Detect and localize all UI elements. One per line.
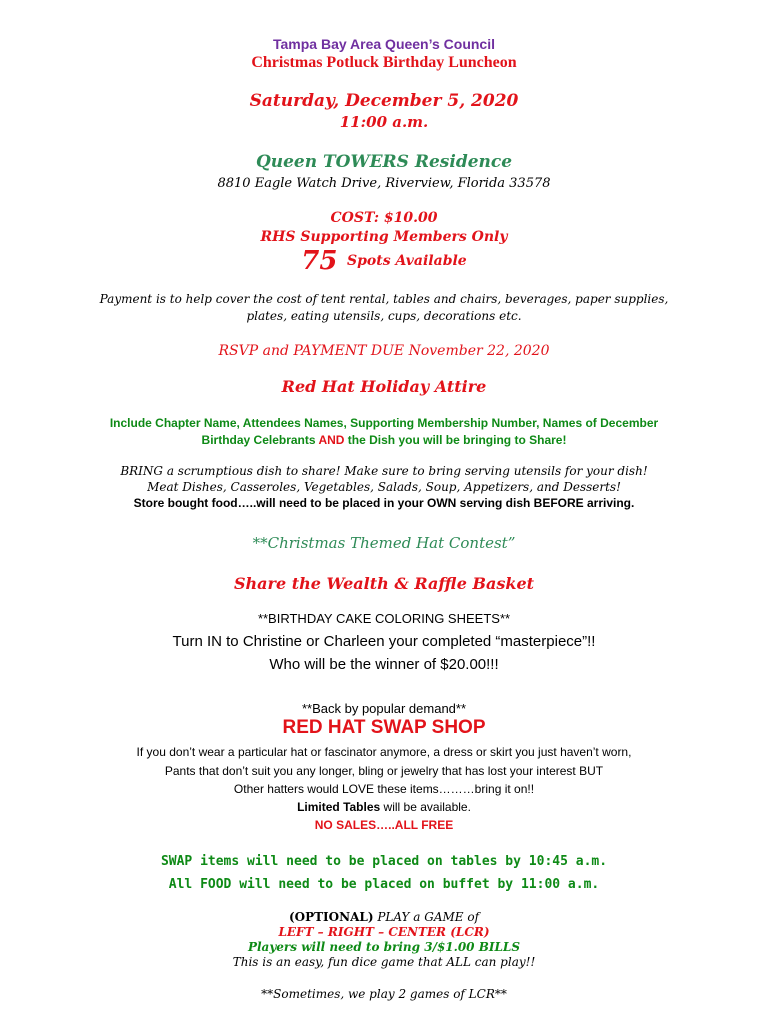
coloring-line-1: Turn IN to Christine or Charleen your completed “masterpiece”!! [172, 633, 596, 650]
event-date: Saturday, December 5, 2020 [249, 91, 519, 111]
cost-price: COST: $10.00 [330, 210, 438, 226]
swap-intro: **Back by popular demand** [301, 701, 467, 716]
event-time: 11:00 a.m. [339, 113, 429, 131]
event-title: Christmas Potluck Birthday Luncheon [251, 54, 517, 71]
spots-label: Spots Available [347, 253, 467, 269]
swap-tables [0, 800, 768, 814]
game-bills: Players will need to bring 3/$1.00 BILLS [247, 940, 521, 954]
coloring-title: **BIRTHDAY CAKE COLORING SHEETS** [257, 611, 511, 626]
swap-tables-rest: will be available. [380, 800, 471, 814]
payment-line-2: plates, eating utensils, cups, decorations etc. [246, 309, 522, 323]
include-text-a: Birthday Celebrants [201, 433, 319, 447]
game-note: **Sometimes, we play 2 games of LCR** [261, 987, 507, 1001]
game-description: This is an easy, fun dice game that ALL can play!! [232, 955, 536, 969]
bring-line-3: Store bought food…..will need to be placed in your OWN serving dish BEFORE arriving. [133, 496, 635, 510]
swap-line-1: If you don’t wear a particular hat or fascinator anymore, a dress or skirt you just haven’t worn, [136, 745, 632, 759]
game-name: LEFT – RIGHT – CENTER (LCR) [278, 925, 490, 939]
coloring-line-2: Who will be the winner of $20.00!!! [269, 656, 499, 673]
raffle-heading: Share the Wealth & Raffle Basket [233, 574, 535, 593]
rsvp-deadline: RSVP and PAYMENT DUE November 22, 2020 [218, 343, 550, 359]
swap-deadline: SWAP items will need to be placed on tables by 10:45 a.m. [160, 854, 608, 869]
include-text-b: the Dish you will be bringing to Share! [344, 433, 567, 447]
swap-line-3: Other hatters would LOVE these items………bring it on!! [233, 782, 535, 796]
bring-line-1: BRING a scrumptious dish to share! Make sure to bring serving utensils for your dish! [120, 464, 648, 478]
bring-line-2: Meat Dishes, Casseroles, Vegetables, Salads, Soup, Appetizers, and Desserts! [147, 480, 621, 494]
game-intro [0, 910, 768, 924]
game-play: PLAY a GAME of [373, 910, 480, 924]
no-sales: NO SALES…..ALL FREE [314, 818, 454, 832]
payment-line-1: Payment is to help cover the cost of tent rental, tables and chairs, beverages, paper supplies, [99, 292, 669, 306]
swap-title: RED HAT SWAP SHOP [282, 717, 486, 738]
swap-tables-bold: Limited Tables [297, 800, 381, 814]
venue-address: 8810 Eagle Watch Drive, Riverview, Florida 33578 [217, 176, 551, 191]
game-optional: (OPTIONAL) [288, 910, 374, 924]
spots-available [0, 246, 768, 276]
include-line-2 [0, 433, 768, 447]
spots-number: 75 [301, 246, 338, 276]
venue-name: Queen TOWERS Residence [255, 152, 513, 172]
attire-heading: Red Hat Holiday Attire [281, 377, 487, 396]
include-line-1: Include Chapter Name, Attendees Names, Supporting Membership Number, Names of December [109, 416, 659, 430]
cost-eligibility: RHS Supporting Members Only [260, 229, 508, 245]
swap-line-2: Pants that don’t suit you any longer, bling or jewelry that has lost your interest BUT [164, 764, 604, 778]
include-and: AND [318, 433, 345, 447]
food-deadline: All FOOD will need to be placed on buffet by 11:00 a.m. [168, 877, 600, 892]
hat-contest: **Christmas Themed Hat Contest” [252, 534, 516, 552]
org-name: Tampa Bay Area Queen’s Council [273, 36, 495, 52]
